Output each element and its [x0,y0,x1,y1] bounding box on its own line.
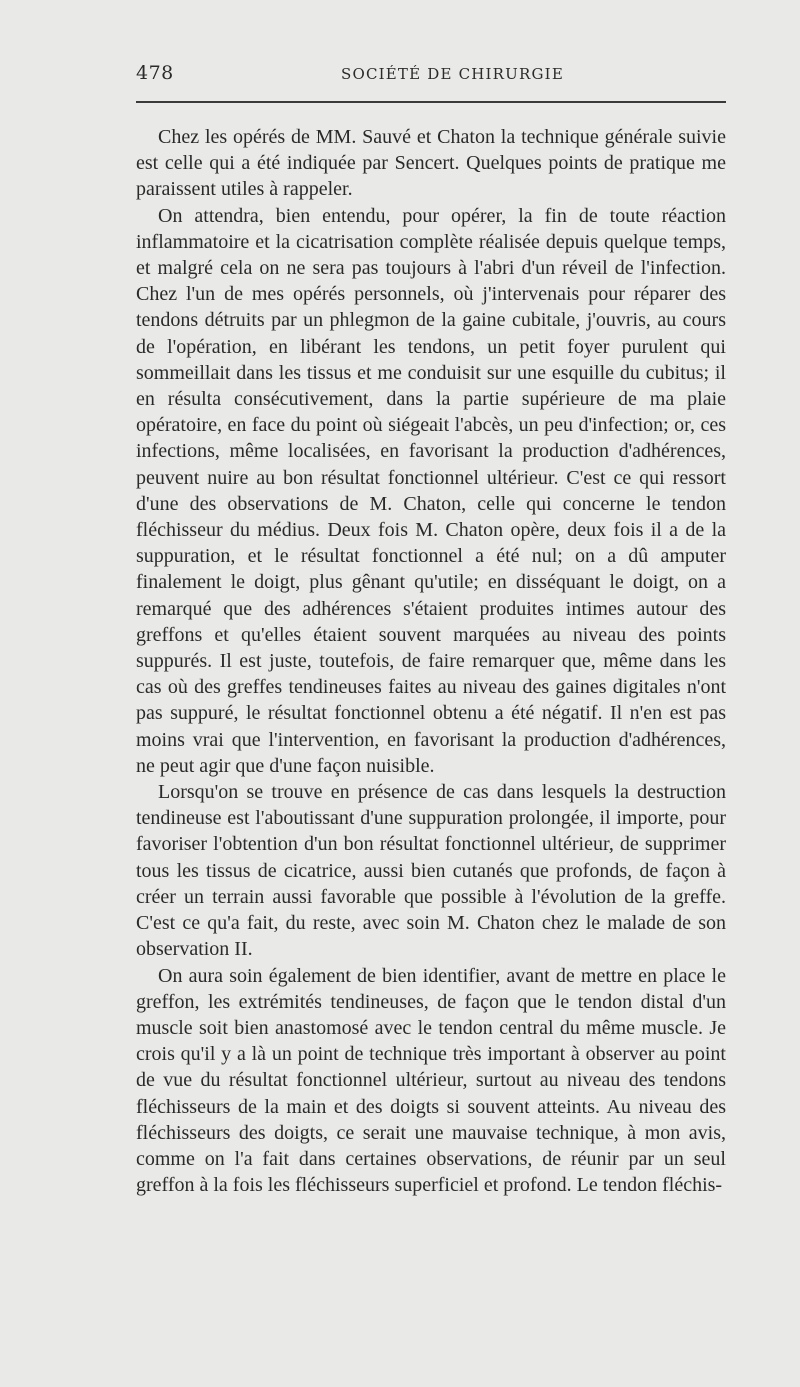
paragraph-2: On attendra, bien entendu, pour opérer, la fin de toute réaction inflammatoire et la cicatrisation complète réalisée depuis quelque temps, et malgré cela on ne sera pas toujours à l'abri d'un réveil de l'infection. Chez l'un de mes opérés personnels, où j'intervenais pour réparer des tendons détruits par un phlegmon de la gaine cubitale, j'ouvris, au cours de l'opération, en libérant les tendons, un petit foyer purulent qui sommeillait dans les tissus et me conduisit sur une esquille du cubitus; il en résulta consécutivement, dans la partie supérieure de ma plaie opératoire, en face du point où siégeait l'abcès, un peu d'infection; or, ces infections, même localisées, en favorisant la production d'adhérences, peuvent nuire au bon résultat fonctionnel ultérieur. C'est ce qui ressort d'une des observations de M. Chaton, celle qui concerne le tendon fléchisseur du médius. Deux fois M. Chaton opère, deux fois il a de la suppuration, et le résultat fonctionnel a été nul; on a dû amputer finalement le doigt, plus gênant qu'utile; en disséquant le doigt, on a remarqué que des adhérences s'étaient produites intimes autour des greffons et qu'elles étaient souvent marquées au niveau des points suppurés. Il est juste, toutefois, de faire remarquer que, même dans les cas où des greffes tendineuses faites au niveau des gaines digitales n'ont pas suppuré, le résultat fonctionnel obtenu a été négatif. Il n'en est pas moins vrai que l'intervention, en favorisant la production d'adhérences, ne peut agir que d'une façon nuisible. [136,204,726,777]
page-number: 478 [136,62,174,84]
page-header [136,62,726,88]
running-title: SOCIÉTÉ DE CHIRURGIE [341,65,564,83]
header-rule [136,101,726,103]
paragraph-4: On aura soin également de bien identifier, avant de mettre en place le greffon, les extrémités tendineuses, de façon que le tendon distal d'un muscle soit bien anastomosé avec le tendon central du même muscle. Je crois qu'il y a là un point de technique très important à observer au point de vue du résultat fonctionnel ultérieur, surtout au niveau des tendons fléchisseurs de la main et des doigts si souvent atteints. Au niveau des fléchisseurs des doigts, ce serait une mauvaise technique, à mon avis, comme on l'a fait dans certaines observations, de réunir par un seul greffon à la fois les fléchisseurs superficiel et profond. Le tendon fléchis- [136,964,726,1197]
body-text [136,124,726,1198]
paragraph-1: Chez les opérés de MM. Sauvé et Chaton la technique générale suivie est celle qui a été indiquée par Sencert. Quelques points de pratique me paraissent utiles à rappeler. [136,126,726,201]
paragraph-3: Lorsqu'on se trouve en présence de cas dans lesquels la destruction tendineuse est l'aboutissant d'une suppuration prolongée, il importe, pour favoriser l'obtention d'un bon résultat fonctionnel ultérieur, de supprimer tous les tissus de cicatrice, aussi bien cutanés que profonds, de façon à créer un terrain aussi favorable que possible à l'évolution de la greffe. C'est ce qu'a fait, du reste, avec soin M. Chaton chez le malade de son observation II. [136,781,726,961]
